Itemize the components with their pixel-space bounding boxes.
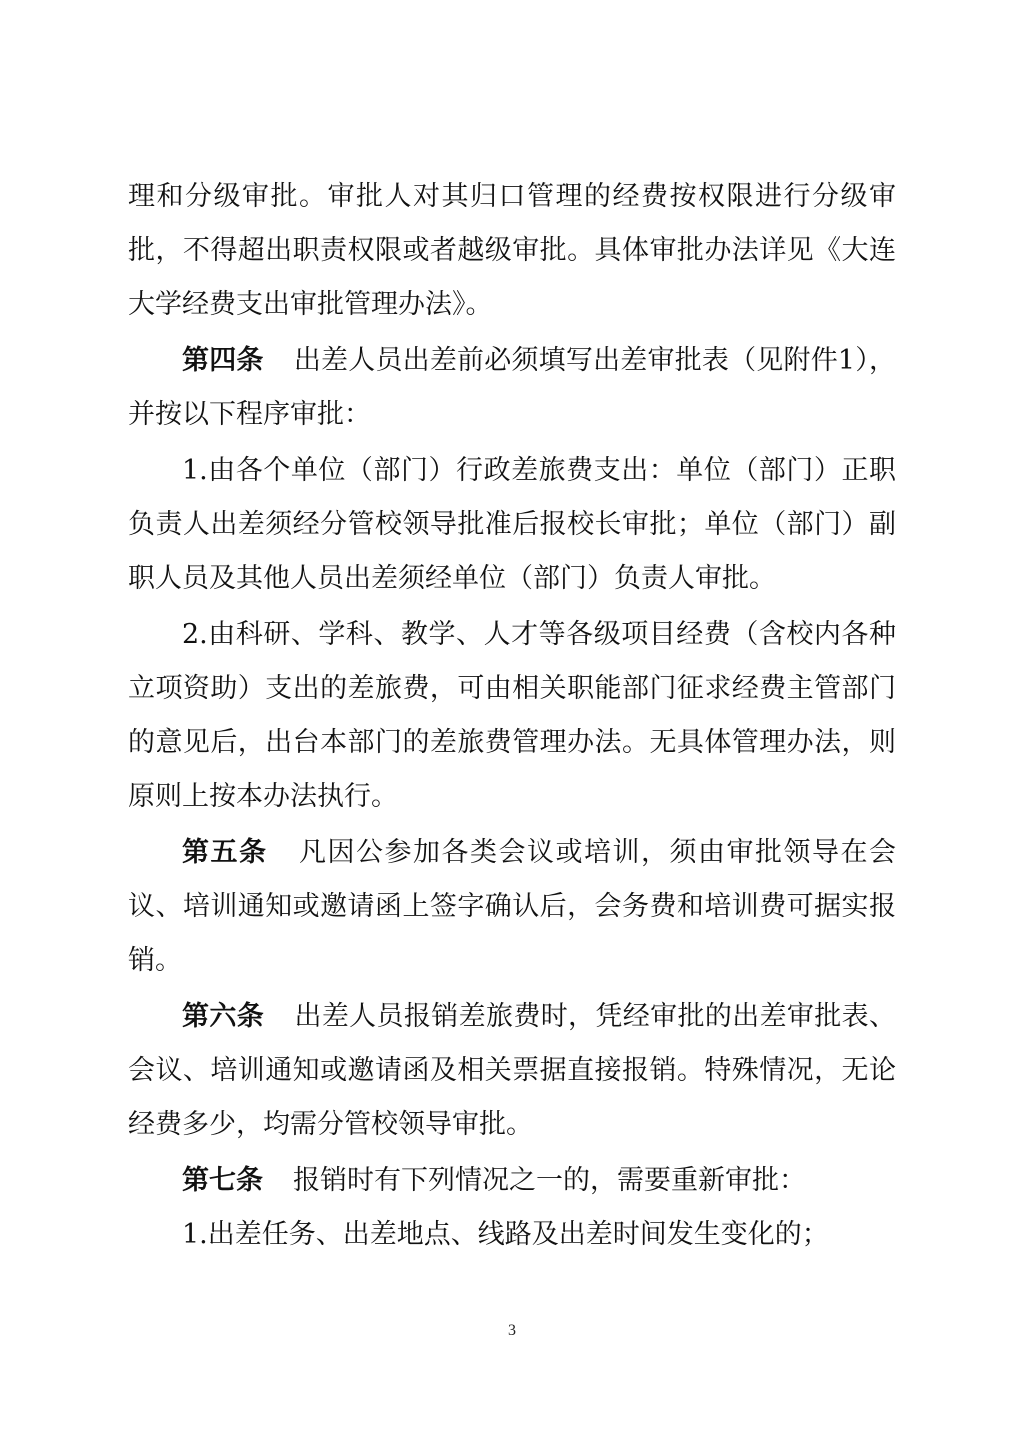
text-line: 议、培训通知或邀请函上签字确认后，会务费和培训费可据实报 bbox=[128, 891, 896, 922]
text-line: 销。 bbox=[128, 945, 182, 976]
text-line: 经费多少，均需分管校领导审批。 bbox=[128, 1109, 533, 1140]
item-2-line: 2.由科研、学科、教学、人才等各级项目经费（含校内各种 bbox=[182, 619, 896, 650]
article-4-text: 出差人员出差前必须填写出差审批表（见附件1）， bbox=[293, 345, 896, 376]
text-line: 的意见后，出台本部门的差旅费管理办法。无具体管理办法，则 bbox=[128, 727, 896, 758]
text-line: 批，不得超出职责权限或者越级审批。具体审批办法详见《大连 bbox=[128, 235, 896, 266]
text-line: 会议、培训通知或邀请函及相关票据直接报销。特殊情况，无论 bbox=[128, 1055, 896, 1086]
article-7-text: 报销时有下列情况之一的，需要重新审批： bbox=[293, 1165, 806, 1196]
text-line: 理和分级审批。审批人对其归口管理的经费按权限进行分级审 bbox=[128, 181, 896, 212]
article-7-item-1: 1.出差任务、出差地点、线路及出差时间发生变化的； bbox=[182, 1219, 829, 1250]
article-4-line bbox=[128, 334, 896, 388]
article-4-title: 第四条 bbox=[182, 345, 264, 376]
article-6-title: 第六条 bbox=[182, 1001, 265, 1032]
page-number: 3 bbox=[508, 1322, 516, 1339]
article-6-text: 出差人员报销差旅费时，凭经审批的出差审批表、 bbox=[294, 1001, 896, 1032]
article-5-line bbox=[128, 826, 896, 880]
document-body bbox=[128, 170, 896, 1262]
text-line: 负责人出差须经分管校领导批准后报校长审批；单位（部门）副 bbox=[128, 509, 896, 540]
text-line: 并按以下程序审批： bbox=[128, 399, 371, 430]
text-line: 大学经费支出审批管理办法》。 bbox=[128, 289, 493, 320]
text-line: 原则上按本办法执行。 bbox=[128, 781, 398, 812]
text-line: 立项资助）支出的差旅费，可由相关职能部门征求经费主管部门 bbox=[128, 673, 896, 704]
article-5-text: 凡因公参加各类会议或培训，须由审批领导在会 bbox=[297, 837, 896, 868]
item-1-line: 1.由各个单位（部门）行政差旅费支出：单位（部门）正职 bbox=[182, 455, 896, 486]
article-6-line bbox=[128, 990, 896, 1044]
article-7-line bbox=[128, 1154, 896, 1208]
text-line: 职人员及其他人员出差须经单位（部门）负责人审批。 bbox=[128, 563, 776, 594]
article-5-title: 第五条 bbox=[182, 837, 268, 868]
article-7-title: 第七条 bbox=[182, 1165, 263, 1196]
